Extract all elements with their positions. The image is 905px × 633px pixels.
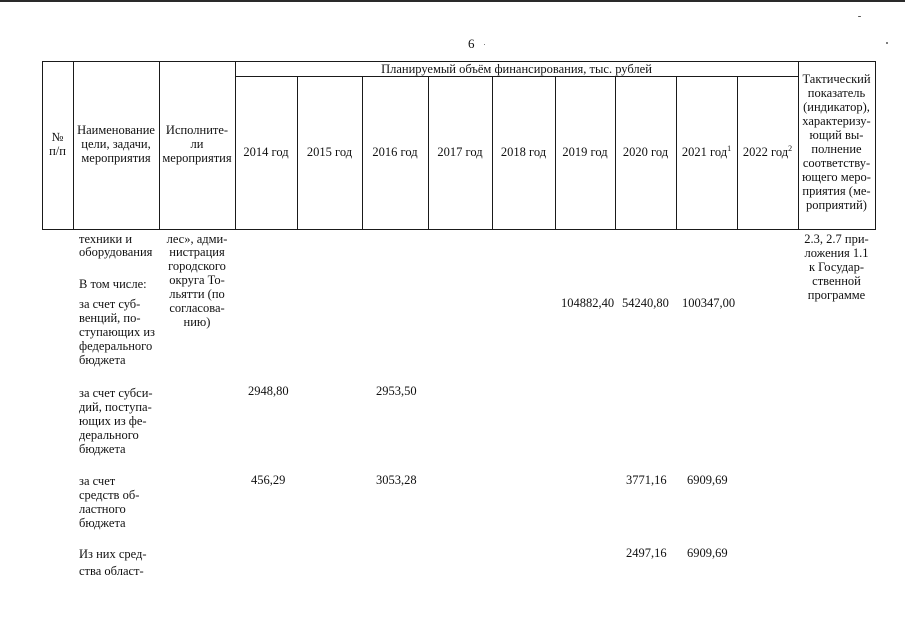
cell-2014: 456,29 [251, 473, 286, 487]
year-2014: 2014 год [243, 145, 289, 159]
year-2022: 2022 год$^2$ [742, 143, 793, 159]
in-total-label: В том числе: [79, 277, 147, 291]
top-border [0, 0, 905, 2]
cell-2016: 2953,50 [376, 384, 417, 398]
year-2017: 2017 год [437, 145, 483, 159]
scan-speck [858, 16, 861, 17]
cell-2021: 6909,69 [687, 473, 728, 487]
scan-speck [886, 42, 888, 44]
cell-2020: 2497,16 [626, 546, 667, 560]
year-2016: 2016 год [372, 145, 418, 159]
cell-2019: 104882,40 [561, 296, 615, 310]
cell-2021: 100347,00 [682, 296, 736, 310]
year-2021: 2021 год$^1$ [681, 143, 732, 159]
scan-speck [484, 44, 485, 45]
year-2019: 2019 год [562, 145, 608, 159]
cell-2014: 2948,80 [248, 384, 289, 398]
cell-2020: 3771,16 [626, 473, 667, 487]
cell-2020: 54240,80 [622, 296, 669, 310]
header-funding-group: Планируемый объём финансирования, тыс. рублей [381, 62, 652, 76]
cell-2021: 6909,69 [687, 546, 728, 560]
cell-2016: 3053,28 [376, 473, 417, 487]
year-2015: 2015 год [306, 145, 353, 159]
page-number: 6 [468, 36, 475, 51]
year-2020: 2020 год [622, 145, 669, 159]
year-2018: 2018 год [500, 145, 547, 159]
